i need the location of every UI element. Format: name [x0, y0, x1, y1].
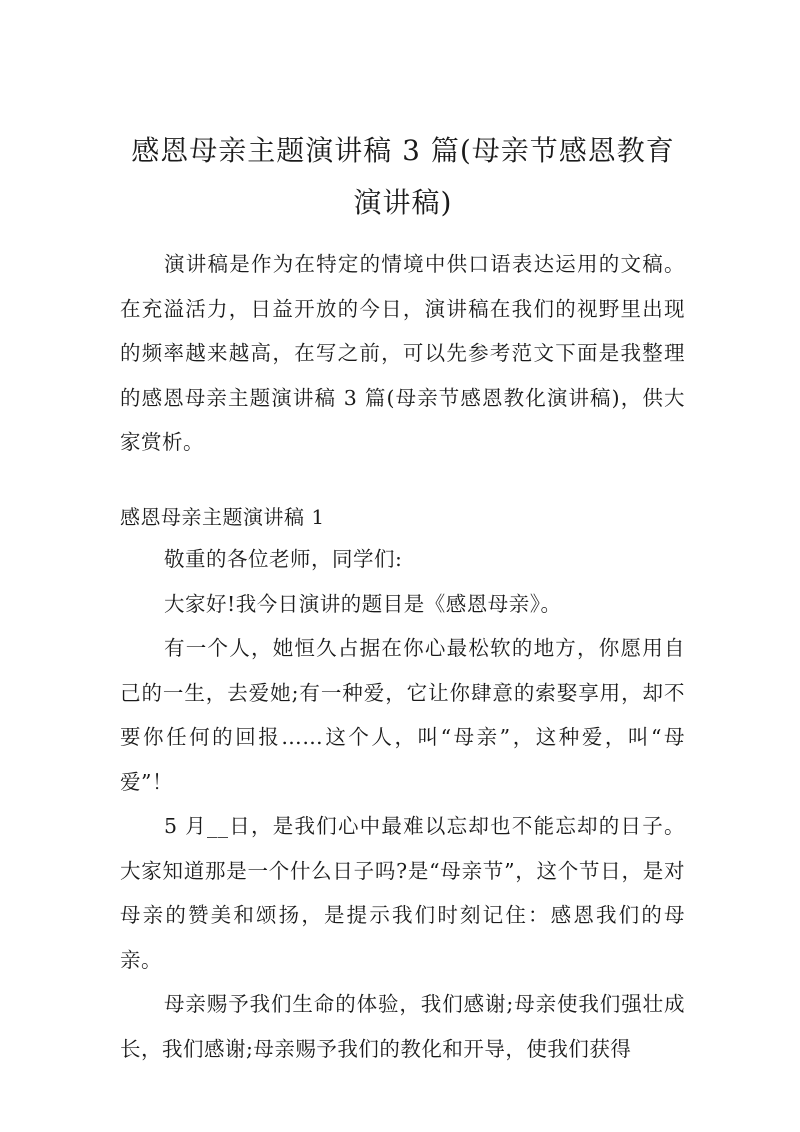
document-title: 感恩母亲主题演讲稿 3 篇(母亲节感恩教育演讲稿): [131, 134, 675, 219]
paragraph-greeting: 敬重的各位老师，同学们:: [164, 547, 403, 571]
intro-paragraph: 演讲稿是作为在特定的情境中供口语表达运用的文稿。在充溢活力，日益开放的今日，演讲稿在我们的视野里出现的频率越来越高，在写之前，可以先参考范文下面是我整理的感恩母亲主题演讲稿 3 篇(母亲节感恩教化演讲稿)，供大家赏析。: [120, 252, 685, 454]
speech-section: [120, 497, 685, 1071]
section-heading: 感恩母亲主题演讲稿 1: [120, 505, 325, 529]
intro-section: [120, 242, 685, 465]
paragraph-topic: 大家好!我今日演讲的题目是《感恩母亲》。: [164, 591, 562, 616]
paragraph-mother: 有一个人，她恒久占据在你心最松软的地方，你愿用自己的一生，去爱她;有一种爱，它让你肆意的索娶享用，却不要你任何的回报……这个人，叫“母亲”，这种爱，叫“母爱”！: [120, 636, 685, 794]
paragraph-mothers-day: 5 月__日，是我们心中最难以忘却也不能忘却的日子。大家知道那是一个什么日子吗?是“母亲节”，这个节日，是对母亲的赞美和颂扬，是提示我们时刻记住：感恩我们的母亲。: [120, 814, 685, 972]
paragraph-gratitude: 母亲赐予我们生命的体验，我们感谢;母亲使我们强壮成长，我们感谢;母亲赐予我们的教化和开导，使我们获得: [120, 992, 685, 1061]
